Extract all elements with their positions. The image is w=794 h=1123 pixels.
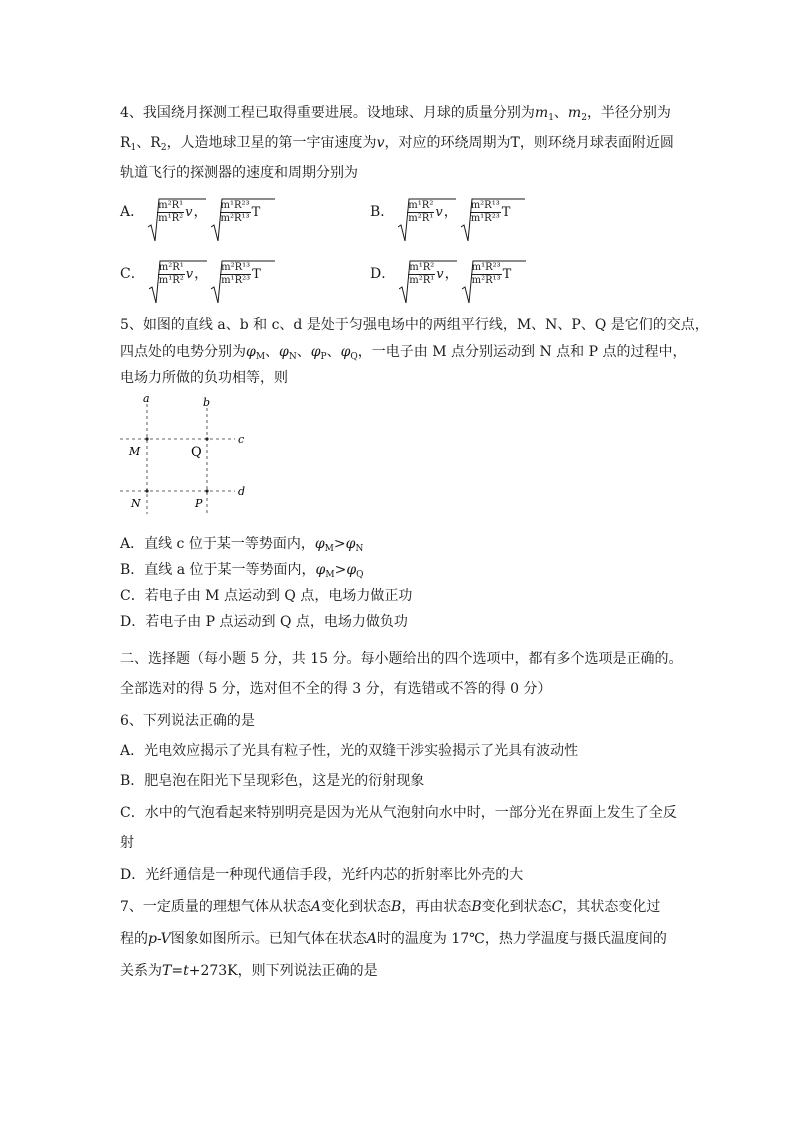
q6-option-d: D．光纤通信是一种现代通信手段，光纤内芯的折射率比外壳的大 xyxy=(120,867,524,883)
label-b: b xyxy=(203,396,211,409)
q5-line-2: 四点处的电势分别为$\varphi_M$、$\varphi_N$、$\varphi_P$、$\varphi_Q$，一电子由 M 点分别运动到 N 点和 P 点的过程中， xyxy=(120,344,687,362)
q6-stem: 6、下列说法正确的是 xyxy=(120,713,255,729)
point-n xyxy=(145,489,148,492)
point-m xyxy=(145,437,148,440)
sqrt-expression: $\frac{\text{m²R¹³}}{\text{m¹R²³}}$ T xyxy=(461,197,511,225)
q7-line-1: 7、一定质量的理想气体从状态A变化到状态B，再由状态B变化到状态C，其状态变化过 xyxy=(120,899,661,915)
q4-option-d: D． $\frac{\text{m¹R²}}{\text{m²R¹}}$ v ， $\frac{\text{m¹R²³}}{\text{m²R¹³}}$ T xyxy=(370,259,511,287)
section-2-instructions: 全部选对的得 5 分，选对但不全的得 3 分，有选错或不答的得 0 分） xyxy=(120,681,552,697)
q4-line-2: $R_1$、$R_2$，人造地球卫星的第一宇宙速度为v，对应的环绕周期为T，则环绕月球表面附近圆 xyxy=(120,135,674,153)
sqrt-expression: $\frac{\text{m¹R²³}}{\text{m²R¹³}}$ T xyxy=(211,197,261,225)
sqrt-expression: $\frac{\text{m²R¹³}}{\text{m¹R²³}}$ T xyxy=(211,259,261,287)
sqrt-expression: $\frac{\text{m¹R²³}}{\text{m²R¹³}}$ T xyxy=(462,259,512,287)
point-p xyxy=(205,489,208,492)
label-d: d xyxy=(238,485,246,498)
q5-line-3: 电场力所做的负功相等，则 xyxy=(120,370,288,386)
radical-sign-icon xyxy=(148,197,208,245)
q4-option-b: B． $\frac{\text{m¹R²}}{\text{m²R¹}}$ v ， $\frac{\text{m²R¹³}}{\text{m¹R²³}}$ T xyxy=(370,197,510,225)
label-c: c xyxy=(238,433,245,446)
parallel-lines-diagram xyxy=(115,392,265,522)
q7-line-3: 关系为T=t+273K，则下列说法正确的是 xyxy=(120,963,378,979)
sqrt-expression: $\frac{\text{m²R¹}}{\text{m¹R²}}$ v xyxy=(148,197,192,225)
radical-sign-icon xyxy=(211,197,277,245)
label-q: Q xyxy=(191,445,202,460)
radical-sign-icon xyxy=(399,259,459,307)
radical-sign-icon xyxy=(211,259,277,307)
q4-line-3: 轨道飞行的探测器的速度和周期分别为 xyxy=(120,165,358,181)
q6-option-c-line-2: 射 xyxy=(120,835,134,851)
q4-line-1: 4、我国绕月探测工程已取得重要进展。设地球、月球的质量分别为$m_1$、$m_2$，半径分别为 xyxy=(120,105,671,123)
label-p: P xyxy=(195,497,203,510)
q7-line-2: 程的p-V图象如图所示。已知气体在状态A时的温度为 17℃，热力学温度与摄氏温度间的 xyxy=(120,931,667,947)
radical-sign-icon xyxy=(398,197,458,245)
q5-option-b: B．直线 a 位于某一等势面内，$\varphi_M>\varphi_Q$ xyxy=(120,562,364,580)
sqrt-expression: $\frac{\text{m¹R²}}{\text{m²R¹}}$ v xyxy=(398,197,442,225)
q5-line-1: 5、如图的直线 a、b 和 c、d 是处于匀强电场中的两组平行线，M、N、P、Q 是它们的交点， xyxy=(120,317,709,333)
radical-sign-icon xyxy=(462,259,528,307)
label-n: N xyxy=(131,497,141,510)
sqrt-expression: $\frac{\text{m¹R²}}{\text{m²R¹}}$ v xyxy=(399,259,443,287)
q4-option-a: A． $\frac{\text{m²R¹}}{\text{m¹R²}}$ v ， $\frac{\text{m¹R²³}}{\text{m²R¹³}}$ T xyxy=(120,197,260,225)
section-2-heading: 二、选择题（每小题 5 分，共 15 分。每小题给出的四个选项中，都有多个选项是正确的。 xyxy=(120,651,683,667)
q5-option-c: C．若电子由 M 点运动到 Q 点，电场力做正功 xyxy=(120,588,413,604)
q4-option-c: C． $\frac{\text{m²R¹}}{\text{m¹R²}}$ v ， $\frac{\text{m²R¹³}}{\text{m¹R²³}}$ T xyxy=(120,259,261,287)
q5-option-d: D．若电子由 P 点运动到 Q 点，电场力做负功 xyxy=(120,614,408,630)
q6-option-c-line-1: C．水中的气泡看起来特别明亮是因为光从气泡射向水中时，一部分光在界面上发生了全反 xyxy=(120,805,677,821)
point-q xyxy=(205,437,208,440)
label-m: M xyxy=(129,445,141,458)
q6-option-a: A．光电效应揭示了光具有粒子性，光的双缝干涉实验揭示了光具有波动性 xyxy=(120,743,579,759)
sqrt-expression: $\frac{\text{m²R¹}}{\text{m¹R²}}$ v xyxy=(149,259,193,287)
q6-option-b: B．肥皂泡在阳光下呈现彩色，这是光的衍射现象 xyxy=(120,773,425,789)
radical-sign-icon xyxy=(149,259,209,307)
radical-sign-icon xyxy=(461,197,527,245)
q5-option-a: A．直线 c 位于某一等势面内，$\varphi_M>\varphi_N$ xyxy=(120,536,364,554)
label-a: a xyxy=(143,392,150,405)
